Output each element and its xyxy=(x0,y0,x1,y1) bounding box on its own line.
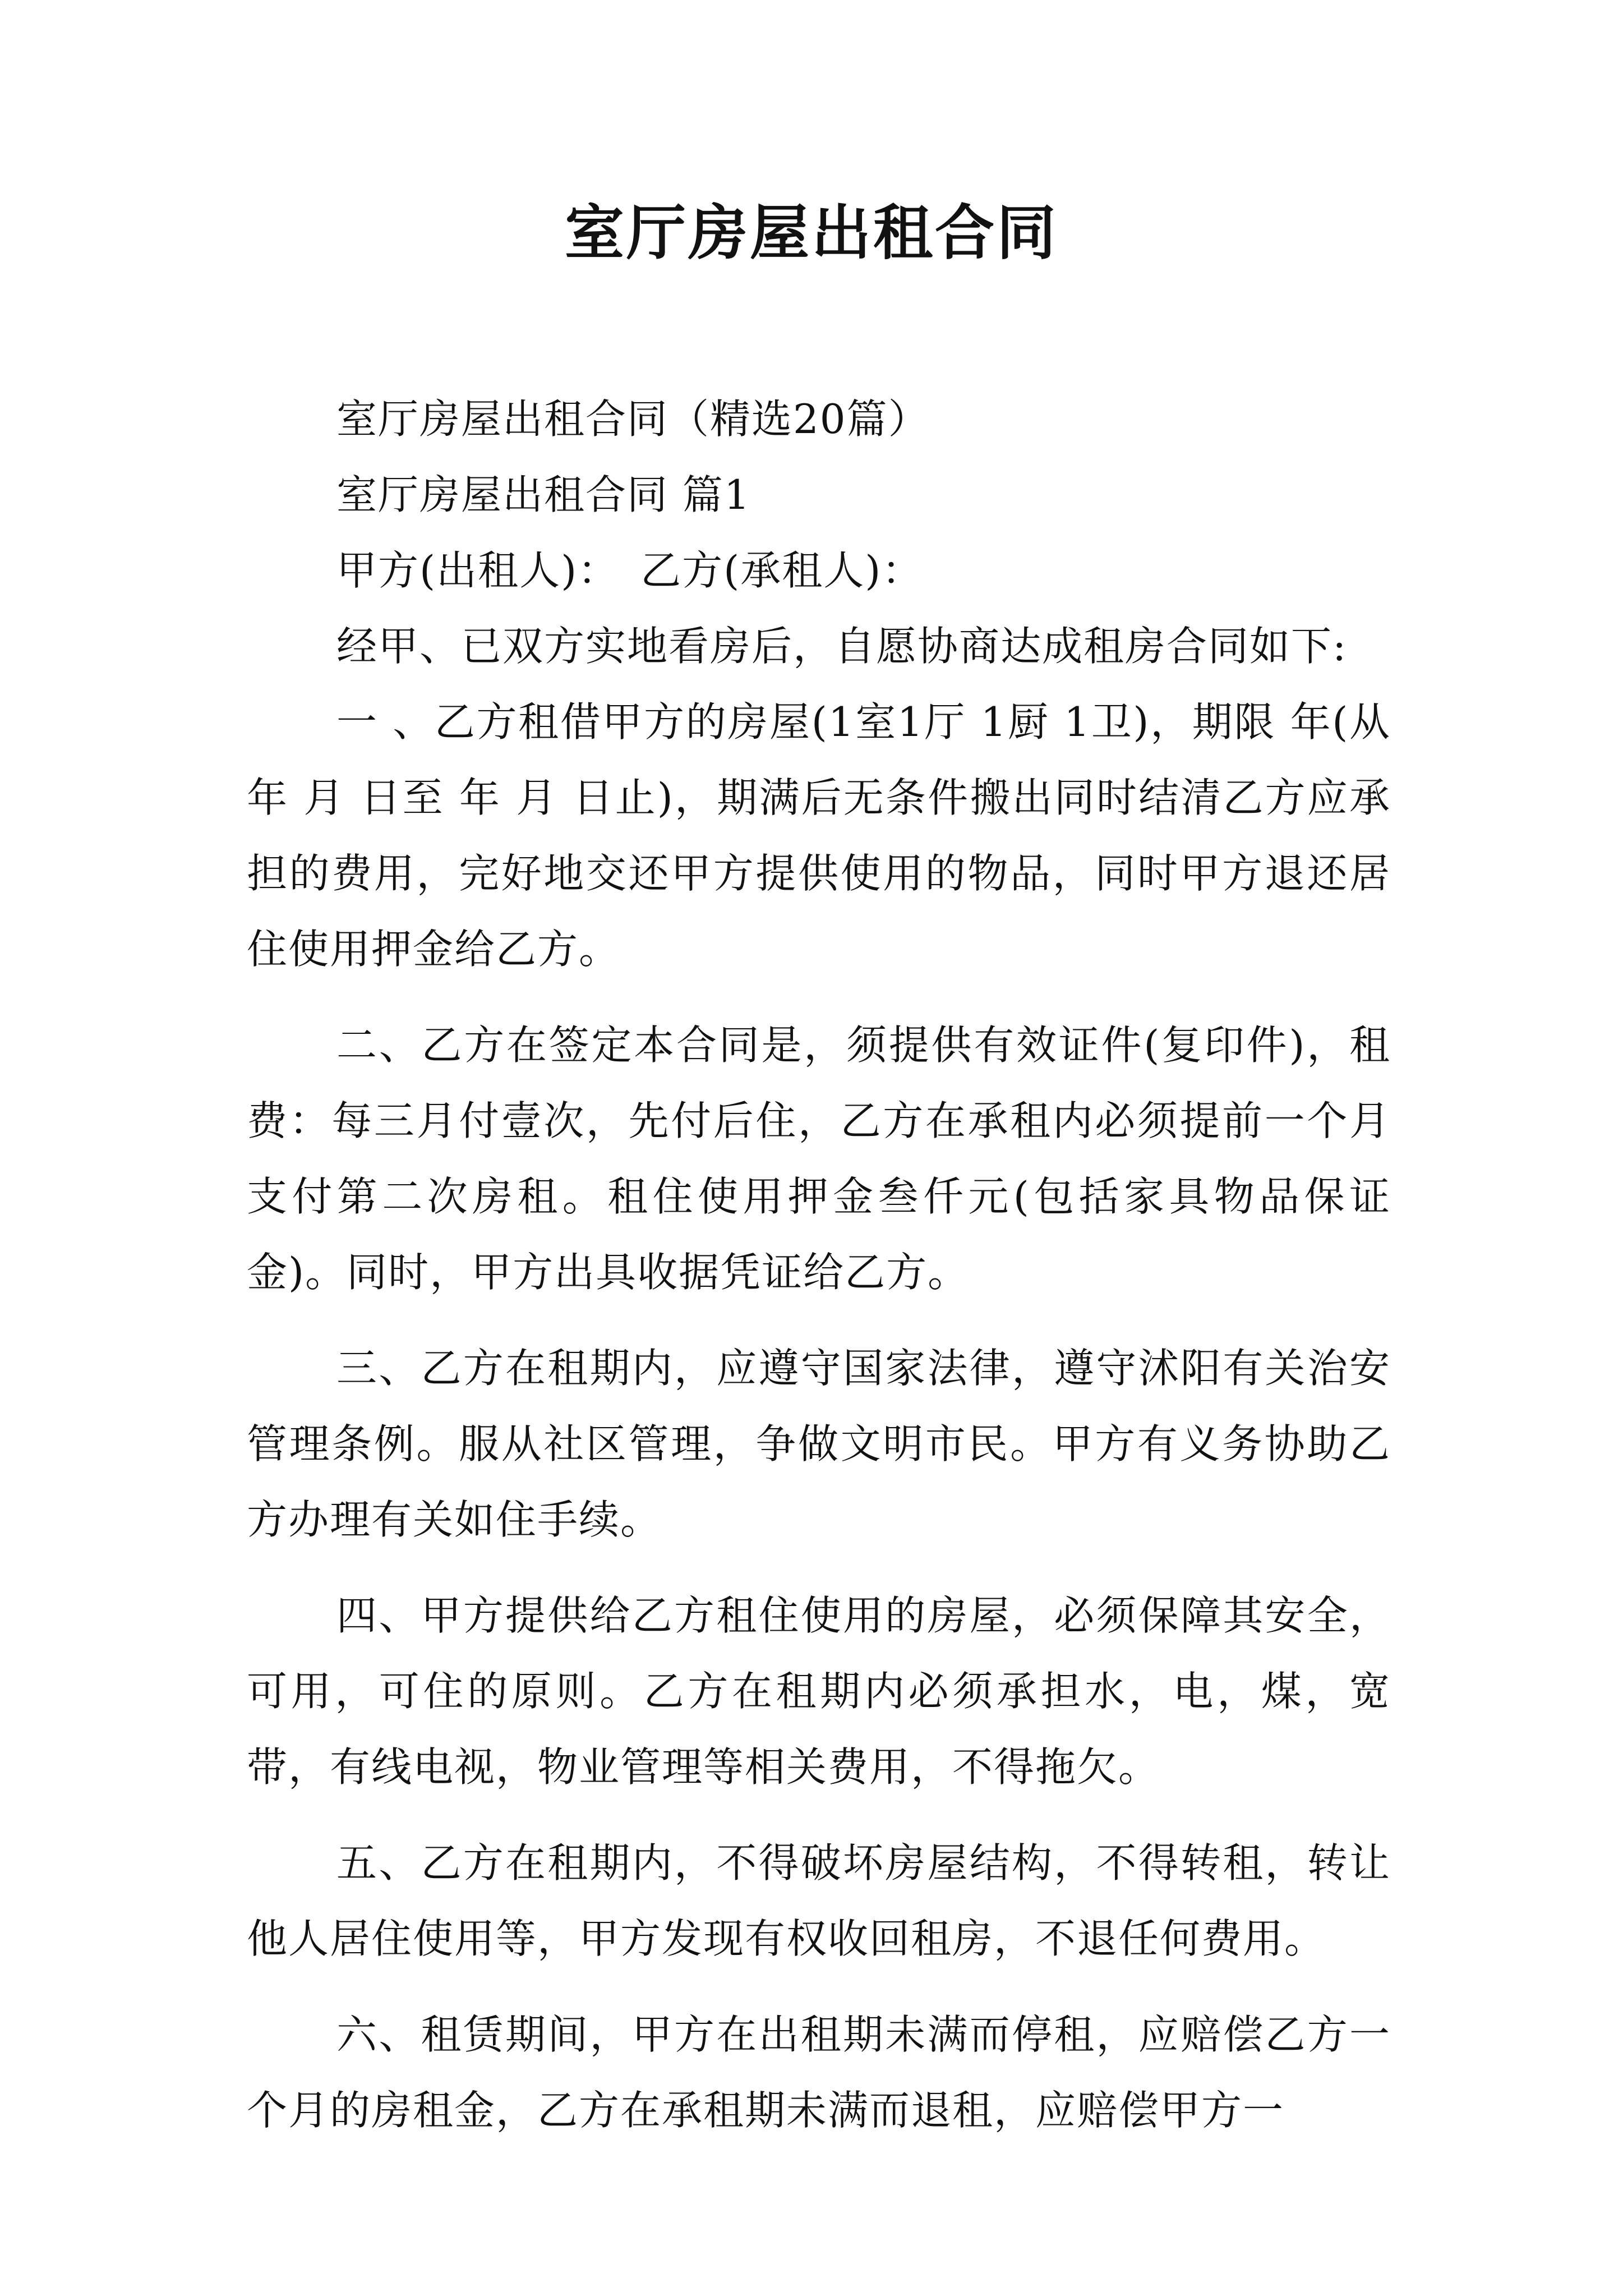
paragraph-parties: 甲方(出租人)： 乙方(承租人)： xyxy=(336,547,924,594)
paragraph-clause-5: 五、乙方在租期内，不得破坏房屋结构，不得转租，转让他人居住使用等，甲方发现有权收回租房，不退任何费用。 xyxy=(247,1839,1391,1962)
paragraph-clause-2: 二、乙方在签定本合同是，须提供有效证件(复印件)，租费：每三月付壹次，先付后住，乙方在承租内必须提前一个月支付第二次房租。租住使用押金叁仟元(包括家具物品保证金)。同时，甲方出具收据凭证给乙方。 xyxy=(247,1022,1391,1296)
paragraph-clause-1: 一 、乙方租借甲方的房屋(1室1厅 1厨 1卫)，期限 年(从 年 月 日至 年 月 日止)，期满后无条件搬出同时结清乙方应承担的费用，完好地交还甲方提供使用的物品，同时甲方退还居住使用押金给乙方。 xyxy=(247,698,1391,973)
document-title: 室厅房屋出租合同 xyxy=(565,197,1058,268)
paragraph-section-heading: 室厅房屋出租合同 篇1 xyxy=(336,471,751,518)
paragraph-intro: 经甲、已双方实地看房后，自愿协商达成租房合同如下: xyxy=(336,623,1348,670)
paragraph-subtitle: 室厅房屋出租合同（精选20篇） xyxy=(336,395,930,443)
paragraph-clause-6: 六、租赁期间，甲方在出租期未满而停租，应赔偿乙方一个月的房租金，乙方在承租期未满而退租，应赔偿甲方一 xyxy=(247,2011,1391,2134)
paragraph-clause-3: 三、乙方在租期内，应遵守国家法律，遵守沭阳有关治安管理条例。服从社区管理，争做文明市民。甲方有义务协助乙方办理有关如住手续。 xyxy=(247,1345,1391,1543)
document-body xyxy=(247,381,1391,2148)
paragraph-clause-4: 四、甲方提供给乙方租住使用的房屋，必须保障其安全，可用，可住的原则。乙方在租期内必须承担水，电，煤，宽带，有线电视，物业管理等相关费用，不得拖欠。 xyxy=(247,1592,1391,1791)
